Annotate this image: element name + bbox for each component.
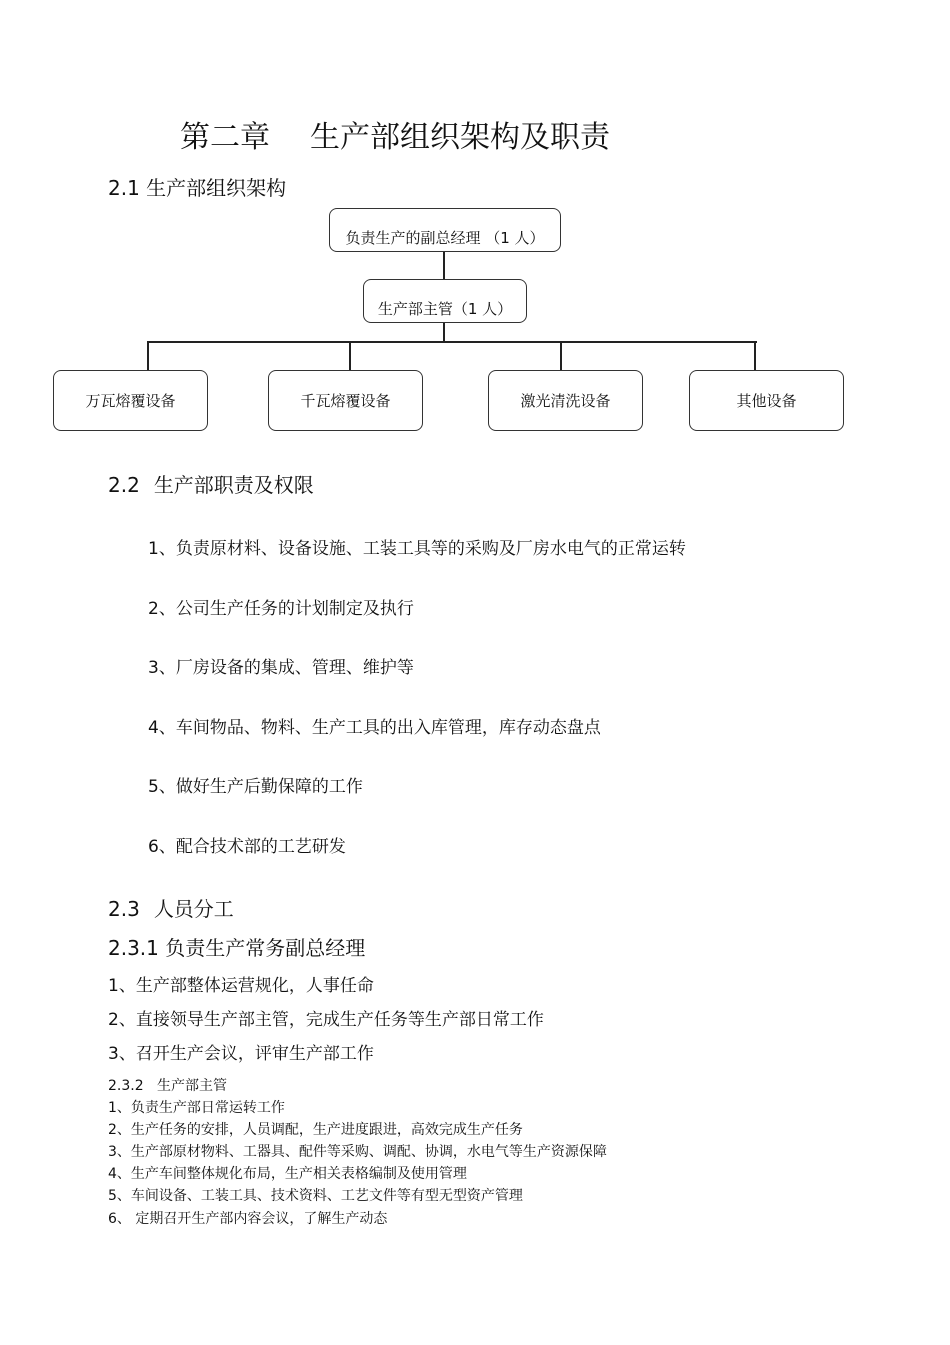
connector-child-1 bbox=[147, 341, 149, 372]
section-2-3-1-heading: 2.3.1 负责生产常务副总经理 bbox=[108, 936, 366, 960]
org-node-child-1-label: 万瓦熔覆设备 bbox=[85, 392, 176, 410]
org-node-vice-gm bbox=[329, 208, 561, 252]
section-2-3-number: 2.3 bbox=[108, 897, 140, 921]
supervisor-item-1: 1、负责生产部日常运转工作 bbox=[108, 1100, 285, 1116]
vice-gm-item-3: 3、召开生产会议，评审生产部工作 bbox=[108, 1044, 374, 1064]
connector-top-mid bbox=[443, 252, 445, 281]
section-2-3-2-heading: 2.3.2 生产部主管 bbox=[108, 1078, 227, 1094]
supervisor-item-6: 6、 定期召开生产部内容会议，了解生产动态 bbox=[108, 1211, 388, 1227]
org-node-child-3 bbox=[488, 370, 643, 431]
org-node-child-4 bbox=[689, 370, 844, 431]
section-2-1-heading: 2.1 生产部组织架构 bbox=[108, 176, 287, 200]
chapter-name: 生产部组织架构及职责 bbox=[310, 120, 610, 155]
connector-bus bbox=[147, 341, 757, 343]
section-2-2-title: 生产部职责及权限 bbox=[153, 473, 314, 497]
duty-item-3: 3、厂房设备的集成、管理、维护等 bbox=[148, 658, 414, 678]
chapter-title bbox=[180, 112, 610, 156]
connector-mid-bus bbox=[443, 323, 445, 343]
section-2-3-title: 人员分工 bbox=[153, 897, 234, 921]
org-node-vice-gm-label: 负责生产的副总经理 （1 人） bbox=[345, 229, 545, 247]
supervisor-item-3: 3、生产部原材物料、工器具、配件等采购、调配、协调，水电气等生产资源保障 bbox=[108, 1144, 607, 1160]
duty-item-6: 6、配合技术部的工艺研发 bbox=[148, 837, 346, 857]
org-node-child-2 bbox=[268, 370, 423, 431]
vice-gm-item-1: 1、生产部整体运营规化，人事任命 bbox=[108, 976, 374, 996]
connector-child-3 bbox=[560, 341, 562, 372]
section-2-2-number: 2.2 bbox=[108, 473, 140, 497]
duty-item-1: 1、负责原材料、设备设施、工装工具等的采购及厂房水电气的正常运转 bbox=[148, 539, 686, 559]
connector-child-4 bbox=[754, 341, 756, 372]
vice-gm-item-2: 2、直接领导生产部主管，完成生产任务等生产部日常工作 bbox=[108, 1010, 544, 1030]
supervisor-item-2: 2、生产任务的安排，人员调配，生产进度跟进，高效完成生产任务 bbox=[108, 1122, 523, 1138]
org-node-child-1 bbox=[53, 370, 208, 431]
supervisor-item-4: 4、生产车间整体规化布局，生产相关表格编制及使用管理 bbox=[108, 1166, 467, 1182]
section-2-3-heading bbox=[108, 893, 234, 922]
supervisor-item-5: 5、车间设备、工装工具、技术资料、工艺文件等有型无型资产管理 bbox=[108, 1188, 523, 1204]
org-node-child-3-label: 激光清洗设备 bbox=[520, 392, 611, 410]
org-node-supervisor bbox=[363, 279, 527, 323]
org-node-child-2-label: 千瓦熔覆设备 bbox=[300, 392, 391, 410]
org-node-child-4-label: 其他设备 bbox=[736, 392, 797, 410]
duty-item-2: 2、公司生产任务的计划制定及执行 bbox=[148, 599, 414, 619]
org-node-supervisor-label: 生产部主管（1 人） bbox=[377, 300, 513, 318]
section-2-2-heading bbox=[108, 469, 314, 498]
duty-item-4: 4、车间物品、物料、生产工具的出入库管理，库存动态盘点 bbox=[148, 718, 601, 738]
connector-child-2 bbox=[349, 341, 351, 372]
duty-item-5: 5、做好生产后勤保障的工作 bbox=[148, 777, 363, 797]
chapter-number: 第二章 bbox=[180, 120, 270, 155]
